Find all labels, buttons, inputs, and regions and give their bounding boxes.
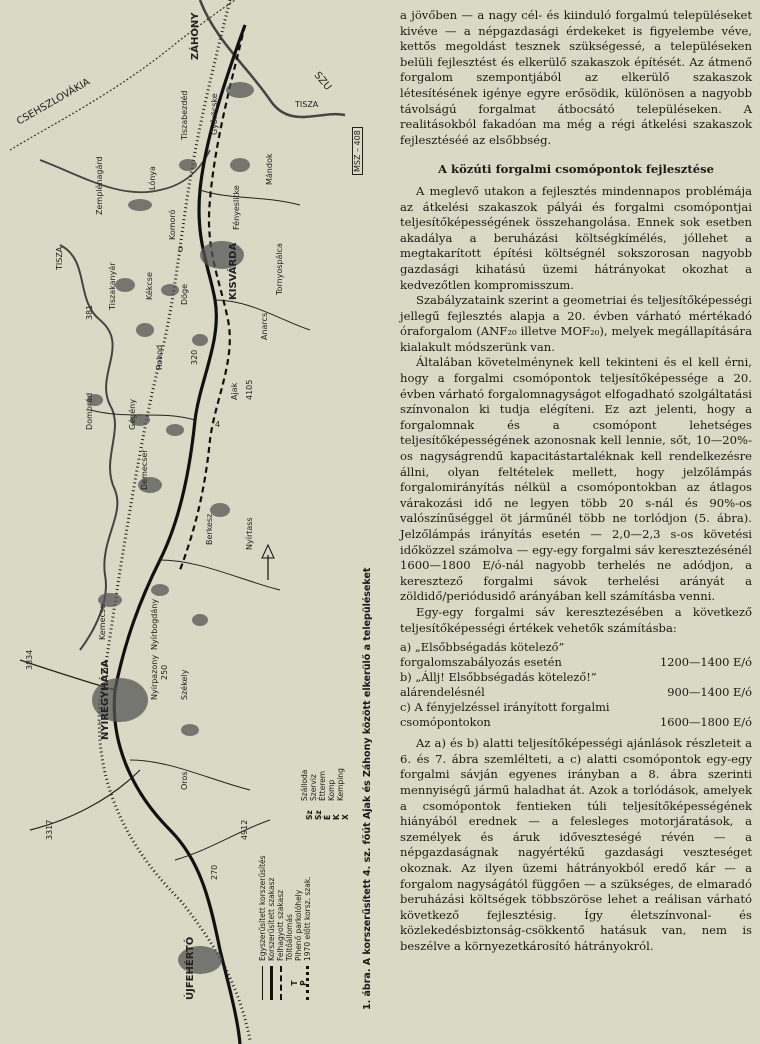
legend-item: P Pihenő parkolóhely [294, 889, 308, 986]
label-nyirtass: Nyírtass [245, 517, 254, 550]
label-oros: Oros [180, 771, 189, 790]
label-csehszlovakia: CSEHSZLOVÁKIA [15, 76, 93, 128]
label-route-4912: 4912 [240, 819, 249, 840]
label-lonya: Lónya [148, 166, 157, 190]
label-berkesz: Berkesz [205, 513, 214, 545]
label-msz: MSZ – 408 [352, 127, 363, 175]
label-route-4: 4 [215, 420, 221, 429]
label-tisza-ne: TISZA [295, 100, 319, 109]
label-km-0: 0 [178, 245, 184, 254]
label-kekcse: Kékcse [145, 272, 154, 300]
legend-item: Felhagyott szakasz [276, 855, 285, 1000]
paragraph: A meglevő utakon a fejlesztés mindennapos problémája az átkelési szakaszok pályái és forgalmi csomópontjai teljesítőképességének összehangolása. Ennek sok esetben akadálya a beruházási költségkímélés, jóllehet a megtakarított építési költségnél sokszorosan nagyobb gazdasági kihatású üzemi hátrányokat okozhat a kedvezőtlen kompromisszum. [400, 183, 752, 292]
legend-item: T Töltőállomás [285, 914, 299, 986]
legend-item: Egyszerűsített korszerűsítés [258, 855, 267, 1000]
section-heading: A közúti forgalmi csomópontok fejlesztése [438, 162, 714, 177]
label-rohod: Rohod [155, 344, 164, 370]
label-gyorocske: Győröcske [210, 93, 219, 135]
label-dege: Döge [180, 283, 189, 305]
legend-item: Sz Szerviz [309, 774, 323, 820]
list-item: b) „Állj! Elsőbbségadás kötelező!” alárendelésnél 900—1400 E/ó [400, 670, 752, 700]
paragraph: Az a) és b) alatti teljesítőképességi ajánlások részleteit a 6. és 7. ábra szemlélteti, a c) alatti csomópontok egy-egy forgalmi sávján egyenes irányban a 8. ábra szerinti mennyiségű jármű haladhat át. Azok a torlódások, amelyek a csomópontok fentieken túli teljesítőképességének hiányából erednek — a felesleges motorjáratások, a személyek és áruk időveszteségé révén — a népgazdaságnak nagyértékű gazdasági veszteséget okoznak. Az ilyen üzemi hátrányokból eredő kár — a forgalom nagyságától függően — a szükséges, de elmaradó beruházási költségek többszöröse lehet a reálisan várható következő fejlesztésig. Így életszínvonal- és közlekedésbiztonság-csökkentő hatásuk van, nem is beszélve a környezetkárosító hátrányokról. [400, 736, 752, 953]
label-nyiregyhaza: NYÍREGYHÁZA [100, 659, 111, 740]
map-legend [258, 855, 312, 1000]
figure-caption: 1. ábra. A korszerűsített 4. sz. főút Ajak és Záhony között elkerülő a településeket [362, 567, 373, 1010]
label-tornyospalca: Tornyospálca [275, 243, 284, 295]
legend-item: Sz Szálloda [300, 769, 314, 820]
label-szekely: Székely [180, 669, 189, 700]
label-mandok: Mándok [265, 153, 274, 185]
label-kisvarda: KISVÁRDA [228, 242, 239, 300]
north-arrow-icon [262, 545, 274, 580]
label-gegeny: Gégény [128, 399, 137, 430]
label-kemecse: Kemecse [98, 604, 107, 640]
label-route-3834: 3834 [25, 649, 34, 670]
legend-item: 1970 előtt korsz. szak. [303, 855, 312, 1000]
side-road-nyirtass [160, 560, 280, 590]
label-tiszabezded: Tiszabezdéd [180, 90, 189, 140]
label-route-381: 381 [85, 304, 94, 320]
label-route-320: 320 [190, 349, 199, 365]
paragraph: Szabályzataink szerint a geometriai és teljesítőképességi jellegű fejlesztés alapja a 20. évben várható mértékadó óraforgalom (ANF₂₀ illetve MOF₂₀), melyek megállapítására kialakult módszerünk van. [400, 293, 752, 354]
paragraph: Egy-egy forgalmi sáv keresztezésében a következő teljesítőképességi értékek vehetők számításba: [400, 604, 752, 635]
side-road-mandok [200, 190, 300, 205]
legend-item: K Komp [327, 779, 341, 820]
article-text [400, 8, 752, 954]
label-demecser: Demecser [140, 449, 149, 490]
label-dombrad: Dombrád [85, 392, 94, 430]
map-legend-symbols [300, 768, 350, 820]
label-tisza-w: TISZA [55, 246, 64, 270]
label-zemplenagard: Zemplénagárd [95, 156, 104, 215]
label-km-250: 250 [160, 664, 169, 680]
tisza-river-n [40, 150, 210, 192]
label-szu: SZU [311, 70, 334, 93]
paragraph: a jövőben — a nagy cél- és kiinduló forgalmú településeket kivéve — a népgazdasági érdekeket is figyelembe véve, kettős megoldást tesznek szükségessé, a településeken belüli fejlesztést és elkerülő szakaszok építését. Az átmenő forgalom szempontjából az elkerülő szakaszok létesítésének igénye egyre erősödik, különösen a nagyobb távolságú forgalmat átbocsátó településeken. A realitásokból fakadóan ma még a régi átkelési szakaszok fejlesztéséé az elsőbbség. [400, 8, 752, 147]
label-ujfeherto: ÚJFEHÉRTÓ [185, 936, 196, 1000]
label-fenyeslitke: Fényeslitke [232, 185, 241, 230]
side-road-oros [130, 760, 250, 790]
main-road-4 [114, 25, 245, 1044]
label-route-270: 270 [210, 864, 219, 880]
label-route-3317: 3317 [45, 819, 54, 840]
tisza-river-ne [200, 0, 345, 117]
label-tiszakanyar: Tiszakanyár [108, 262, 117, 310]
list-item: c) A fényjelzéssel irányított forgalmi csomópontokon 1600—1800 E/ó [400, 700, 752, 730]
paragraph: Általában követelménynek kell tekinteni és el kell érni, hogy a forgalmi csomópontok teljesítőképessége a 20. évben várható forgalomnagyságot elfogadható szolgáltatási színvonalon ki tudja elégíteni. Ez azt jelenti, hogy a forgalomnak és a csomópont lehetséges teljesítőképességének azonosnak kell lennie, sőt, 10—20%-os nagyságrendű kapacitástartaléknak kell rendelkezésre állni, olyan feltételek mellett, hogy jelzőlámpás forgalomirányítás nélkül a csomópontokban az átlagos várakozási idő ne legyen több 20 s-nál és 90%-os valószínűséggel öt járműnél több ne torlódjon (5. ábra). Jelzőlámpás irányítás esetén — 2,0—2,3 s-os követési időközzel számolva — egy-egy forgalmi sáv keresztezésénél 1600—1800 E/ó-nál nagyobb terhelés ne adódjon, a keresztező forgalmi sávok terhelési arányát a zöldidő/periódusidő arányában kell számításba venni. [400, 355, 752, 604]
label-komoro: Komoró [168, 209, 177, 240]
label-anarcs: Anarcs [260, 312, 269, 340]
label-nyirpazony: Nyírpazony [150, 654, 159, 700]
label-route-4105: 4105 [245, 379, 254, 400]
border-line [10, 0, 235, 150]
list-item: a) „Elsőbbségadás kötelező” forgalomszabályozás esetén 1200—1400 E/ó [400, 640, 752, 670]
label-zahony: ZÁHONY [190, 12, 201, 60]
label-ajak: Ajak [230, 382, 239, 400]
legend-item: X Kemping [336, 768, 350, 820]
label-nyirbogdany: Nyírbogdány [150, 598, 159, 650]
legend-item: É Étterem [318, 770, 332, 820]
legend-item: Korszerűsített szakasz [267, 855, 276, 1000]
capacity-list [400, 640, 752, 730]
